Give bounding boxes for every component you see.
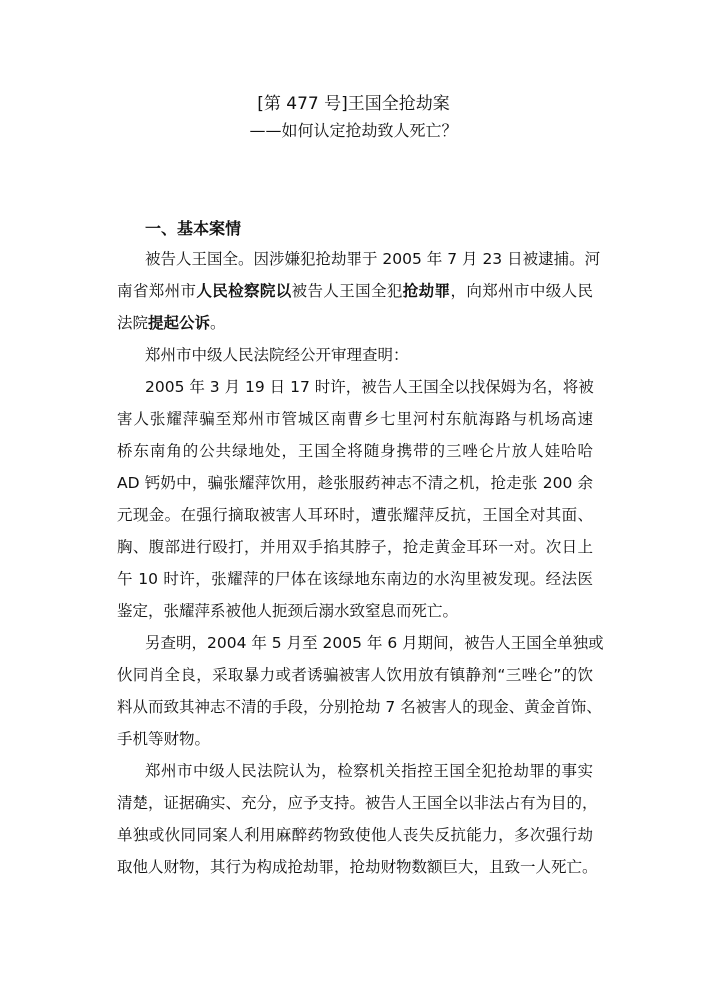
text-segment: 取他人财物，其行为构成抢劫罪，抢劫财物数额巨大，且致一人死亡。 bbox=[117, 858, 598, 876]
text-line bbox=[117, 851, 598, 883]
text-line bbox=[117, 307, 593, 339]
text-segment: 郑州市中级人民法院经公开审理查明： bbox=[145, 346, 409, 364]
paragraph bbox=[117, 627, 604, 755]
text-segment: 胸、腹部进行殴打，并用双手掐其脖子，抢走黄金耳环一对。次日上 bbox=[117, 538, 593, 556]
text-segment: 伙同肖全良，采取暴力或者诱骗被害人饮用放有镇静剂“三唑仑”的饮 bbox=[117, 666, 593, 684]
text-segment: 鉴定，张耀萍系被他人扼颈后溺水致窒息而死亡。 bbox=[117, 602, 459, 620]
text-segment: 。 bbox=[210, 314, 226, 332]
bold-text: 抢劫罪 bbox=[402, 282, 451, 300]
paragraph bbox=[117, 371, 593, 627]
text-segment: 手机等财物。 bbox=[117, 730, 211, 748]
text-segment: 元现金。在强行摘取被害人耳环时，遭张耀萍反抗，王国全对其面、 bbox=[117, 506, 593, 524]
paragraph bbox=[117, 755, 598, 883]
document-body bbox=[117, 243, 604, 883]
text-line bbox=[117, 275, 593, 307]
text-segment: 南省郑州市 bbox=[117, 282, 197, 300]
text-line bbox=[117, 627, 604, 659]
text-line bbox=[117, 403, 593, 435]
text-segment: 桥东南角的公共绿地处，王国全将随身携带的三唑仑片放人娃哈哈 bbox=[117, 442, 593, 460]
text-segment: ，向郑州市中级人民 bbox=[450, 282, 593, 300]
text-segment: 料从而致其神志不清的手段，分别抢劫 7 名被害人的现金、黄金首饰、 bbox=[117, 698, 602, 716]
text-segment: 清楚，证据确实、充分，应予支持。被告人王国全以非法占有为目的， bbox=[117, 794, 598, 812]
text-line bbox=[117, 819, 593, 851]
text-segment: 另查明，2004 年 5 月至 2005 年 6 月期间，被告人王国全单独或 bbox=[145, 634, 604, 652]
paragraph bbox=[117, 339, 593, 371]
text-line bbox=[117, 691, 602, 723]
bold-text: 提起公诉 bbox=[148, 314, 211, 332]
text-line bbox=[117, 755, 593, 787]
text-line bbox=[117, 339, 593, 371]
case-title: [第 477 号]王国全抢劫案 bbox=[257, 94, 450, 114]
case-subtitle: ——如何认定抢劫致人死亡？ bbox=[249, 121, 458, 140]
section-heading: 一、基本案情 bbox=[145, 219, 242, 238]
bold-text: 人民检察院以 bbox=[196, 282, 292, 300]
text-segment: 被告人王国全犯 bbox=[291, 282, 403, 300]
text-segment: 午 10 时许，张耀萍的尸体在该绿地东南边的水沟里被发现。经法医 bbox=[117, 570, 593, 588]
text-line bbox=[117, 787, 598, 819]
text-segment: 被告人王国全。因涉嫌犯抢劫罪于 2005 年 7 月 23 日被逮捕。河 bbox=[145, 250, 601, 268]
text-line bbox=[117, 243, 601, 275]
text-line bbox=[117, 467, 593, 499]
text-line bbox=[117, 435, 593, 467]
text-line bbox=[117, 595, 593, 627]
text-segment: AD 钙奶中，骗张耀萍饮用，趁张服药神志不清之机，抢走张 200 余 bbox=[117, 474, 594, 492]
text-line bbox=[117, 563, 593, 595]
paragraph bbox=[117, 243, 601, 339]
text-line bbox=[117, 659, 593, 691]
text-segment: 害人张耀萍骗至郑州市管城区南曹乡七里河村东航海路与机场高速 bbox=[117, 410, 593, 428]
text-segment: 郑州市中级人民法院认为，检察机关指控王国全犯抢劫罪的事实 bbox=[145, 762, 593, 780]
text-line bbox=[117, 531, 593, 563]
text-line bbox=[117, 499, 593, 531]
text-segment: 2005 年 3 月 19 日 17 时许，被告人王国全以找保姆为名，将被 bbox=[145, 378, 594, 396]
text-segment: 法院 bbox=[117, 314, 149, 332]
text-line bbox=[117, 371, 593, 403]
text-line bbox=[117, 723, 593, 755]
text-segment: 单独或伙同同案人利用麻醉药物致使他人丧失反抗能力，多次强行劫 bbox=[117, 826, 593, 844]
